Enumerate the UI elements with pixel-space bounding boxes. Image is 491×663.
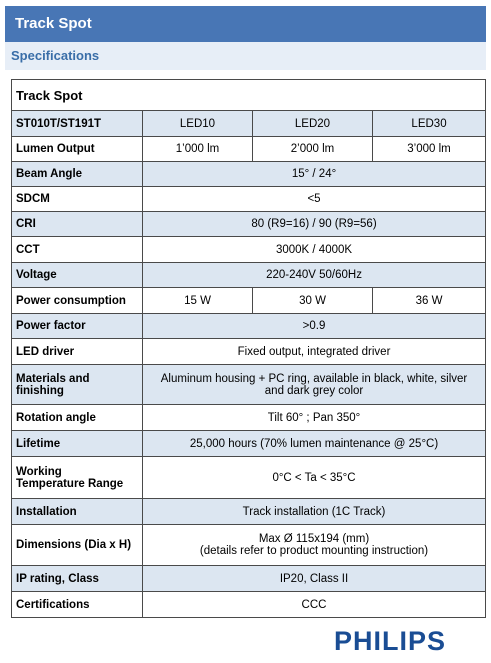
section-title: Specifications xyxy=(11,48,100,63)
value-cell: <5 xyxy=(143,187,486,212)
row-label: CCT xyxy=(12,237,143,263)
table-row xyxy=(12,499,486,525)
row-label: Power factor xyxy=(12,314,143,339)
table-row xyxy=(12,525,486,566)
value-line: Aluminum housing + PC ring, available in black, white, silver xyxy=(160,372,468,385)
table-row xyxy=(12,457,486,499)
table-row xyxy=(12,187,486,212)
value-cell: 15 W xyxy=(143,288,253,314)
row-label xyxy=(12,365,143,405)
value-cell: 1’000 lm xyxy=(143,137,253,162)
table-row xyxy=(12,263,486,288)
value-line: (details refer to product mounting instruction) xyxy=(199,545,429,557)
row-label-line: finishing xyxy=(16,384,64,397)
row-label: Installation xyxy=(12,499,143,525)
table-row xyxy=(12,111,486,137)
spec-table xyxy=(11,79,486,618)
value-cell: 36 W xyxy=(373,288,486,314)
row-label: ST010T/ST191T xyxy=(12,111,143,137)
value-cell: 2’000 lm xyxy=(253,137,373,162)
row-label: Rotation angle xyxy=(12,405,143,431)
value-cell: 3000K / 4000K xyxy=(143,237,486,263)
variant-cell: LED10 xyxy=(143,111,253,137)
row-label-line: Temperature Range xyxy=(16,477,124,490)
variant-cell: LED20 xyxy=(253,111,373,137)
row-label: Certifications xyxy=(12,592,143,618)
row-label-line: Working xyxy=(16,465,62,478)
row-label: Dimensions (Dia x H) xyxy=(12,525,143,566)
value-cell xyxy=(143,525,486,566)
row-label-line: Materials and xyxy=(16,372,90,385)
row-label xyxy=(12,457,143,499)
table-row xyxy=(12,592,486,618)
table-row xyxy=(12,137,486,162)
table-row xyxy=(12,405,486,431)
variant-cell: LED30 xyxy=(373,111,486,137)
value-cell: 25,000 hours (70% lumen maintenance @ 25°C) xyxy=(143,431,486,457)
value-line: and dark grey color xyxy=(264,384,364,397)
row-label: Lumen Output xyxy=(12,137,143,162)
value-cell: IP20, Class II xyxy=(143,566,486,592)
header-title: Track Spot xyxy=(15,15,92,32)
page-header xyxy=(5,6,486,42)
table-row xyxy=(12,314,486,339)
value-cell: 0°C < Ta < 35°C xyxy=(143,457,486,499)
value-cell: Tilt 60° ; Pan 350° xyxy=(143,405,486,431)
row-label: CRI xyxy=(12,212,143,237)
value-cell: >0.9 xyxy=(143,314,486,339)
table-row xyxy=(12,237,486,263)
value-cell: CCC xyxy=(143,592,486,618)
value-cell: 15° / 24° xyxy=(143,162,486,187)
row-label: Power consumption xyxy=(12,288,143,314)
value-line: Max Ø 115x194 (mm) xyxy=(258,533,370,545)
value-cell: 80 (R9=16) / 90 (R9=56) xyxy=(143,212,486,237)
table-title: Track Spot xyxy=(12,80,486,111)
value-cell: 220-240V 50/60Hz xyxy=(143,263,486,288)
table-row xyxy=(12,339,486,365)
table-row xyxy=(12,566,486,592)
row-label: IP rating, Class xyxy=(12,566,143,592)
table-row xyxy=(12,212,486,237)
row-label: SDCM xyxy=(12,187,143,212)
value-cell: Fixed output, integrated driver xyxy=(143,339,486,365)
row-label: Lifetime xyxy=(12,431,143,457)
value-cell: 30 W xyxy=(253,288,373,314)
row-label: Voltage xyxy=(12,263,143,288)
row-label: Beam Angle xyxy=(12,162,143,187)
philips-logo: PHILIPS xyxy=(334,626,447,656)
table-title-row xyxy=(12,80,486,111)
table-row xyxy=(12,288,486,314)
table-row xyxy=(12,431,486,457)
section-header xyxy=(5,42,486,70)
value-cell xyxy=(143,365,486,405)
table-row xyxy=(12,162,486,187)
row-label: LED driver xyxy=(12,339,143,365)
table-row xyxy=(12,365,486,405)
value-cell: 3’000 lm xyxy=(373,137,486,162)
value-cell: Track installation (1C Track) xyxy=(143,499,486,525)
